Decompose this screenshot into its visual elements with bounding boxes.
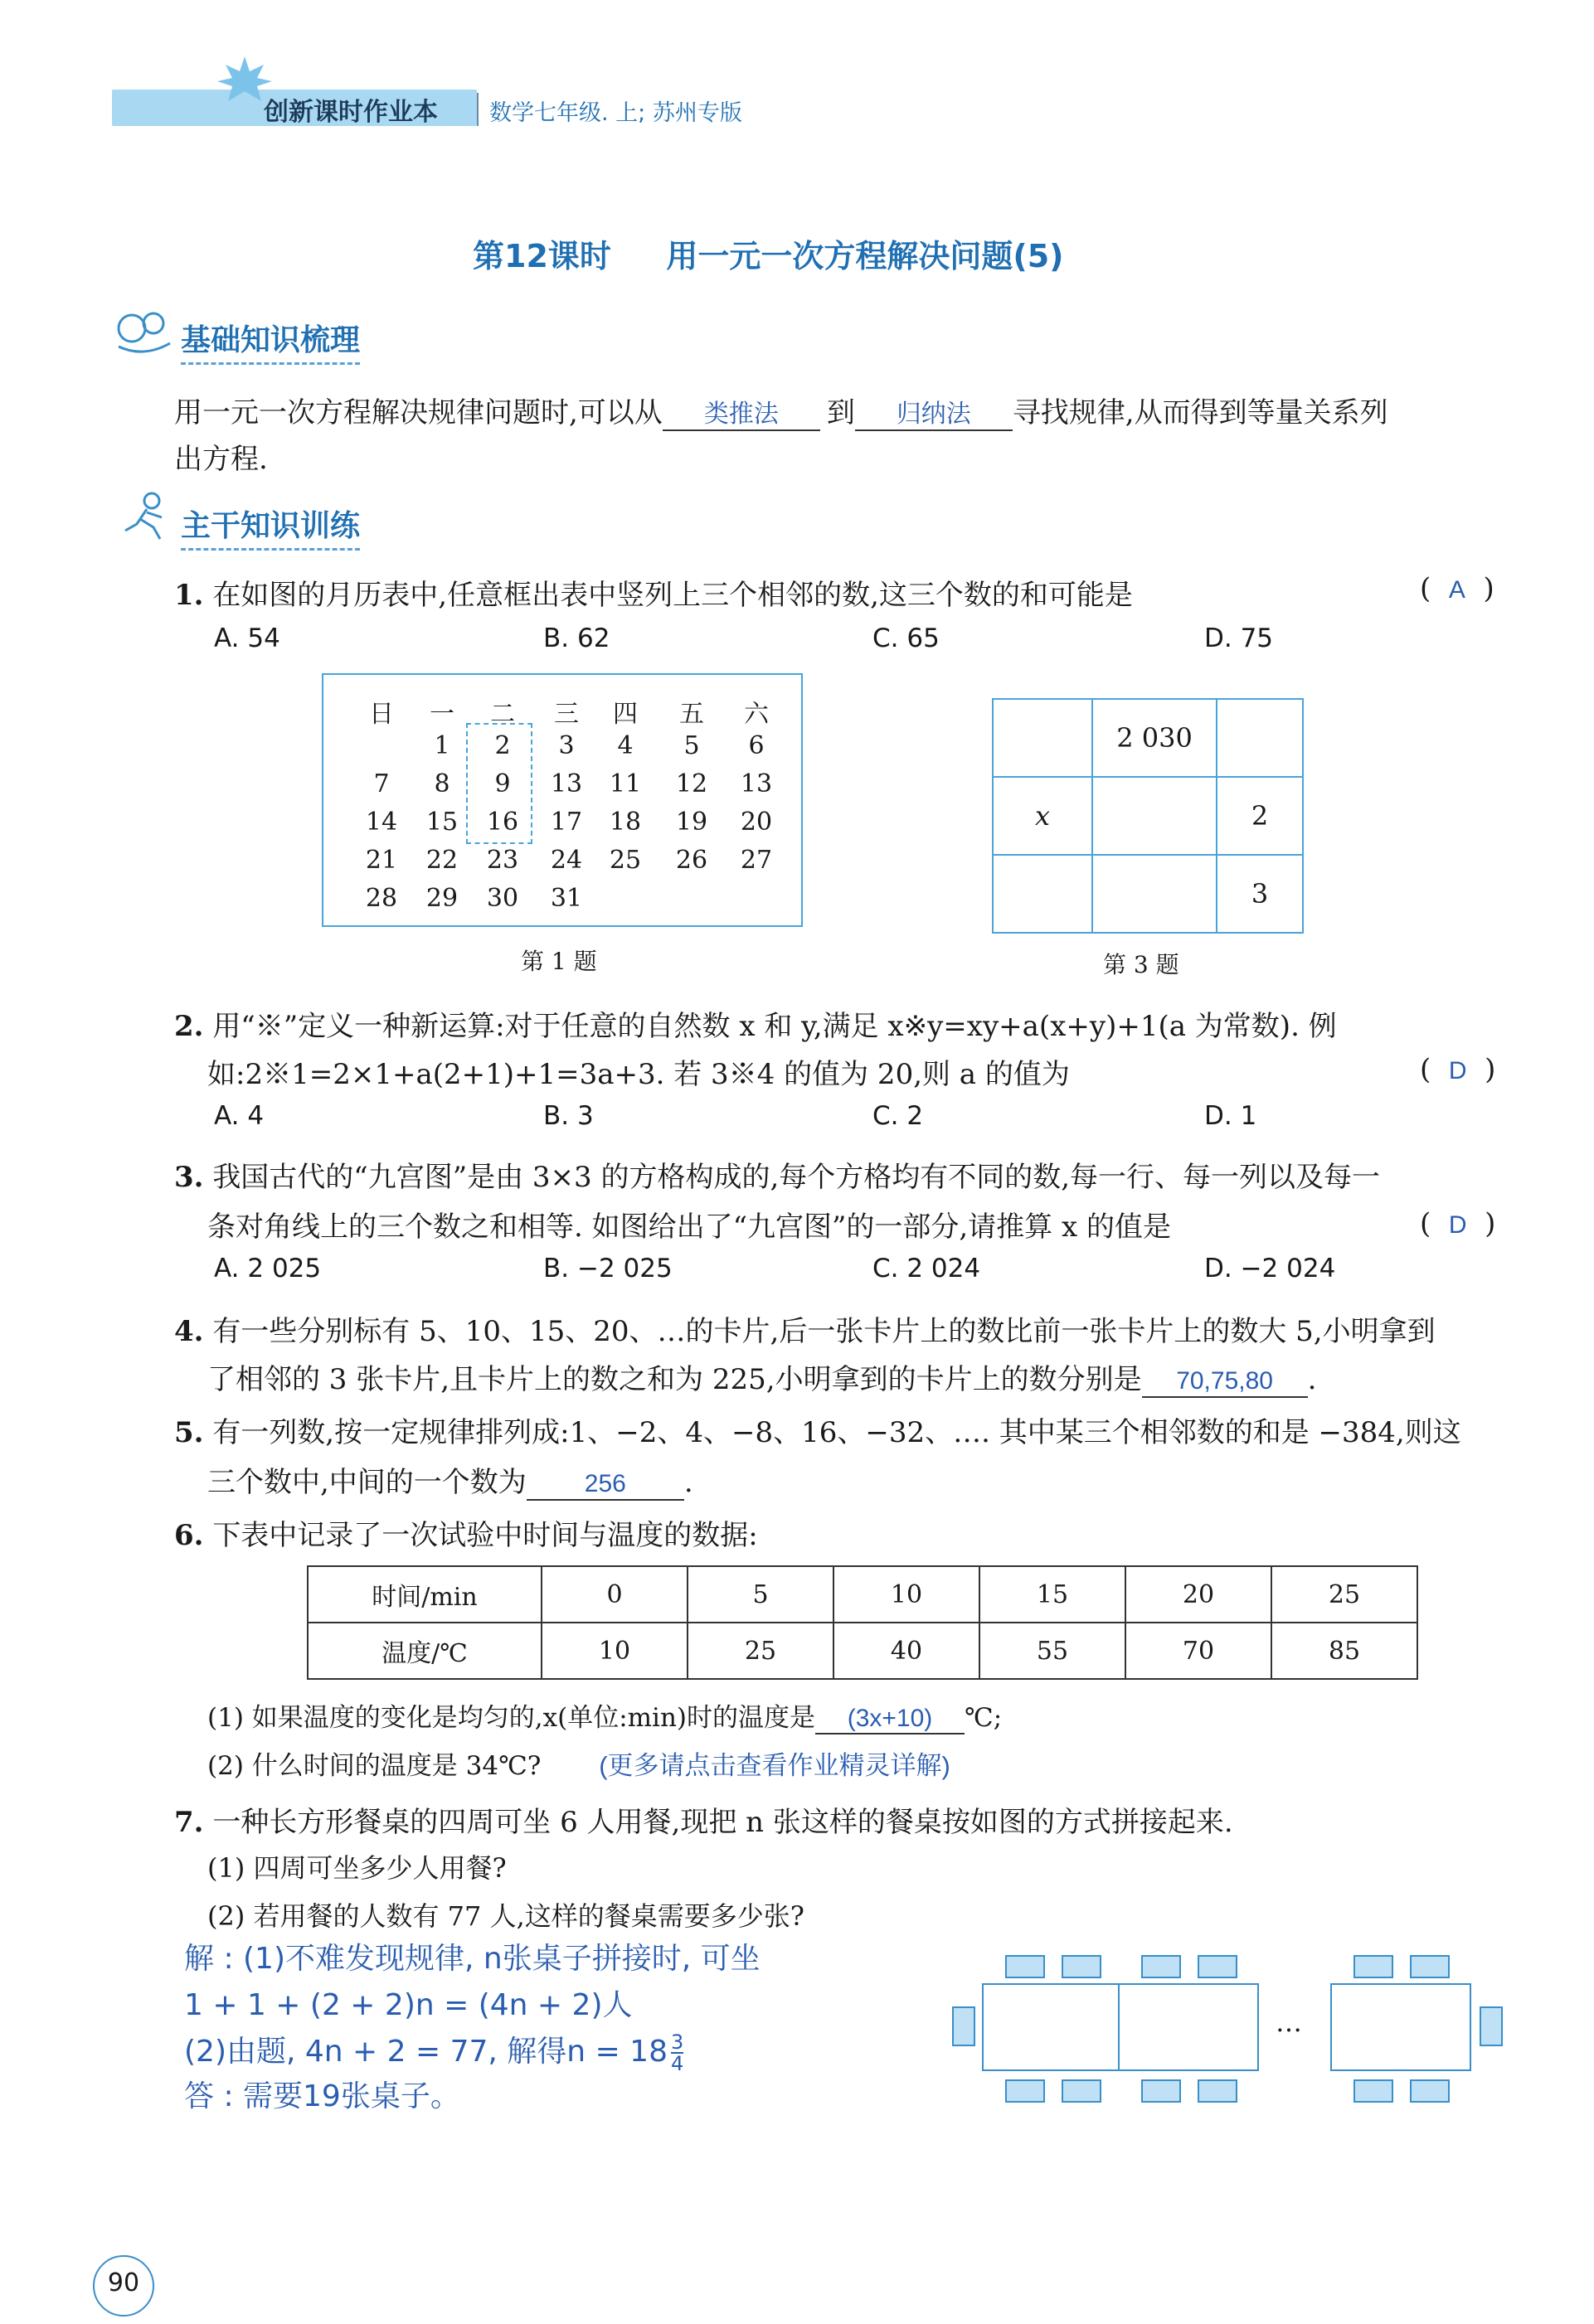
dining-table xyxy=(982,1983,1121,2071)
grid-cell xyxy=(993,855,1092,933)
q2-option-c: C. 2 xyxy=(872,1101,924,1131)
q2-line1: 2. 用“※”定义一种新运算:对于任意的自然数 x 和 y,满足 x※y=xy+a(x+y)+1(a 为常数). 例 xyxy=(174,1010,1337,1043)
q1-answer-bracket: ( A ) xyxy=(1420,572,1494,605)
q2-option-d: D. 1 xyxy=(1204,1101,1257,1131)
dining-table xyxy=(1118,1983,1259,2071)
solution-line3: (2)由题, 4n + 2 = 77, 解得n = 18 $\frac{3}{4}$ xyxy=(184,2030,684,2075)
seat xyxy=(1141,2079,1181,2103)
table-cell: 10 xyxy=(833,1566,979,1623)
seat xyxy=(1062,1955,1101,1978)
calendar-weekday: 二 xyxy=(490,700,515,729)
book-title: 创新课时作业本 xyxy=(264,98,438,127)
header-divider xyxy=(477,93,479,126)
basic-text-line1: 用一元一次方程解决规律问题时,可以从 类推法 到 归纳法 寻找规律,从而得到等量关系列 xyxy=(174,390,1388,431)
seat xyxy=(1410,1955,1450,1978)
q5-line1: 5. 有一列数,按一定规律排列成:1、−2、4、−8、16、−32、…. 其中某三个相邻数的和是 −384,则这 xyxy=(174,1416,1461,1449)
q6-sub1: (1) 如果温度的变化是均匀的,x(单位:min)时的温度是 (3x+10) ℃; xyxy=(207,1703,1003,1733)
calendar-day: 2 xyxy=(494,731,511,760)
calendar-day: 18 xyxy=(609,808,642,837)
calendar-day: 14 xyxy=(365,808,398,837)
q4-answer: 70,75,80 xyxy=(1176,1367,1273,1395)
grid-cell xyxy=(993,699,1092,777)
grid-cell-x: x xyxy=(993,777,1092,855)
q6-text: 6. 下表中记录了一次试验中时间与温度的数据: xyxy=(174,1519,758,1552)
calendar-day: 23 xyxy=(486,846,519,875)
calendar-day: 24 xyxy=(550,846,583,875)
calendar-day: 25 xyxy=(609,846,642,875)
table-cell: 10 xyxy=(542,1623,688,1679)
lesson-title xyxy=(473,230,1064,276)
q3-option-b: B. −2 025 xyxy=(543,1254,673,1283)
q1-option-d: D. 75 xyxy=(1204,623,1274,653)
seat xyxy=(1141,1955,1181,1978)
section-mascot-icon xyxy=(110,305,178,358)
seat xyxy=(1353,1955,1393,1978)
calendar-day: 11 xyxy=(609,769,642,798)
calendar-day: 26 xyxy=(675,846,708,875)
table-cell: 20 xyxy=(1125,1566,1271,1623)
seat xyxy=(1198,2079,1237,2103)
calendar-day: 12 xyxy=(675,769,708,798)
table-cell: 85 xyxy=(1271,1623,1417,1679)
calendar-day: 31 xyxy=(550,884,583,913)
q6-sub2: (2) 什么时间的温度是 34℃? (更多请点击查看作业精灵详解) xyxy=(207,1751,950,1781)
calendar-day: 27 xyxy=(740,846,773,875)
table-cell: 40 xyxy=(833,1623,979,1679)
calendar-day: 13 xyxy=(740,769,773,798)
grid-cell xyxy=(1092,855,1217,933)
seat xyxy=(952,2006,975,2046)
calendar-day: 7 xyxy=(373,769,390,798)
time-temperature-table xyxy=(307,1565,1418,1680)
blank-induction: 归纳法 xyxy=(896,400,971,428)
calendar-day: 1 xyxy=(434,731,450,760)
calendar-day: 8 xyxy=(434,769,450,798)
grid-cell xyxy=(1092,777,1217,855)
table-cell: 0 xyxy=(542,1566,688,1623)
calendar-highlight-box xyxy=(466,723,532,844)
more-details-link[interactable]: (更多请点击查看作业精灵详解) xyxy=(599,1751,950,1780)
q2-answer-bracket: ( D ) xyxy=(1420,1053,1496,1086)
lesson-name: 用一元一次方程解决问题(5) xyxy=(666,238,1064,274)
calendar-day: 5 xyxy=(683,731,700,760)
calendar-day: 6 xyxy=(748,731,765,760)
calendar-day: 16 xyxy=(486,808,519,837)
grid-cell xyxy=(1217,699,1303,777)
calendar-day: 30 xyxy=(486,884,519,913)
q3-line1: 3. 我国古代的“九宫图”是由 3×3 的方格构成的,每个方格均有不同的数,每一行、每一列以及每一 xyxy=(174,1161,1381,1194)
solution-line4: 答 : 需要19张桌子。 xyxy=(184,2079,460,2113)
calendar-day: 9 xyxy=(494,769,511,798)
q4-line2: 了相邻的 3 张卡片,且卡片上的数之和为 225,小明拿到的卡片上的数分别是 70,75,80 . xyxy=(207,1363,1317,1396)
q3-answer-bracket: ( D ) xyxy=(1420,1207,1496,1240)
section-basic-title: 基础知识梳理 xyxy=(181,317,360,365)
grid-cell: 2 xyxy=(1217,777,1303,855)
table-header-temp: 温度/℃ xyxy=(308,1623,542,1679)
q2-line2: 如:2※1=2×1+a(2+1)+1=3a+3. 若 3※4 的值为 20,则 a 的值为 xyxy=(207,1058,1070,1091)
grid-cell: 2 030 xyxy=(1092,699,1217,777)
calendar-day: 19 xyxy=(675,808,708,837)
calendar-day: 17 xyxy=(550,808,583,837)
table-cell: 5 xyxy=(688,1566,833,1623)
section-main-title: 主干知识训练 xyxy=(181,502,360,551)
grid-cell: 3 xyxy=(1217,855,1303,933)
calendar-day: 28 xyxy=(365,884,398,913)
basic-text-line2: 出方程. xyxy=(174,443,268,476)
calendar-day: 21 xyxy=(365,846,398,875)
nine-grid-figure xyxy=(992,698,1304,934)
calendar-weekday: 六 xyxy=(744,700,769,729)
q3-option-a: A. 2 025 xyxy=(214,1254,322,1283)
q2-option-a: A. 4 xyxy=(214,1101,265,1131)
page-number: 90 xyxy=(107,2268,140,2297)
calendar-day: 22 xyxy=(425,846,459,875)
seat xyxy=(1062,2079,1101,2103)
q6-sub1-answer: (3x+10) xyxy=(847,1705,933,1732)
q4-line1: 4. 有一些分别标有 5、10、15、20、…的卡片,后一张卡片上的数比前一张卡片上的数大 5,小明拿到 xyxy=(174,1315,1436,1348)
calendar-day: 15 xyxy=(425,808,459,837)
table-cell: 15 xyxy=(979,1566,1125,1623)
seat xyxy=(1198,1955,1237,1978)
seat xyxy=(1480,2006,1503,2046)
table-header-time: 时间/min xyxy=(308,1566,542,1623)
calendar-weekday: 三 xyxy=(554,700,579,729)
q5-line2: 三个数中,中间的一个数为 256 . xyxy=(207,1466,693,1499)
q1-option-a: A. 54 xyxy=(214,623,280,653)
calendar-day: 3 xyxy=(558,731,575,760)
q5-answer: 256 xyxy=(584,1470,626,1497)
seat xyxy=(1005,1955,1045,1978)
calendar-weekday: 日 xyxy=(369,700,394,729)
q3-option-d: D. −2 024 xyxy=(1204,1254,1336,1283)
calendar-weekday: 五 xyxy=(679,700,704,729)
q1-caption: 第 1 题 xyxy=(521,948,597,975)
table-cell: 70 xyxy=(1125,1623,1271,1679)
blank-analogy: 类推法 xyxy=(703,400,779,428)
q1-option-b: B. 62 xyxy=(543,623,610,653)
q7-sub1: (1) 四周可坐多少人用餐? xyxy=(207,1852,507,1884)
calendar-day: 20 xyxy=(740,808,773,837)
q3-option-c: C. 2 024 xyxy=(872,1254,981,1283)
lesson-number: 第12课时 xyxy=(473,238,611,274)
solution-line2: 1 + 1 + (2 + 2)n = (4n + 2)人 xyxy=(184,1988,633,2022)
table-cell: 25 xyxy=(688,1623,833,1679)
q2-option-b: B. 3 xyxy=(543,1101,594,1131)
fraction-numerator: 3 xyxy=(670,2030,684,2054)
calendar-weekday: 四 xyxy=(613,700,638,729)
table-cell: 25 xyxy=(1271,1566,1417,1623)
seat xyxy=(1005,2079,1045,2103)
table-cell: 55 xyxy=(979,1623,1125,1679)
seat xyxy=(1353,2079,1393,2103)
q1-option-c: C. 65 xyxy=(872,623,940,653)
q7-sub2: (2) 若用餐的人数有 77 人,这样的餐桌需要多少张? xyxy=(207,1900,804,1932)
calendar-day: 29 xyxy=(425,884,459,913)
ellipsis: … xyxy=(1276,2006,1302,2038)
q3-caption: 第 3 题 xyxy=(1103,951,1179,978)
q7-text: 7. 一种长方形餐桌的四周可坐 6 人用餐,现把 n 张这样的餐桌按如图的方式拼接起来. xyxy=(174,1806,1233,1839)
fraction-denominator: 4 xyxy=(670,2052,684,2075)
section-runner-icon xyxy=(110,489,178,542)
seat xyxy=(1410,2079,1450,2103)
q1-text: 1. 在如图的月历表中,任意框出表中竖列上三个相邻的数,这三个数的和可能是 xyxy=(174,579,1133,612)
book-subtitle: 数学七年级. 上; 苏州专版 xyxy=(489,100,742,126)
solution-line1: 解 : (1)不难发现规律, n张桌子拼接时, 可坐 xyxy=(184,1942,761,1976)
calendar-weekday: 一 xyxy=(430,700,454,729)
q3-line2: 条对角线上的三个数之和相等. 如图给出了“九宫图”的一部分,请推算 x 的值是 xyxy=(207,1211,1171,1244)
dining-table xyxy=(1330,1983,1471,2071)
calendar-day: 4 xyxy=(617,731,634,760)
calendar-day: 13 xyxy=(550,769,583,798)
